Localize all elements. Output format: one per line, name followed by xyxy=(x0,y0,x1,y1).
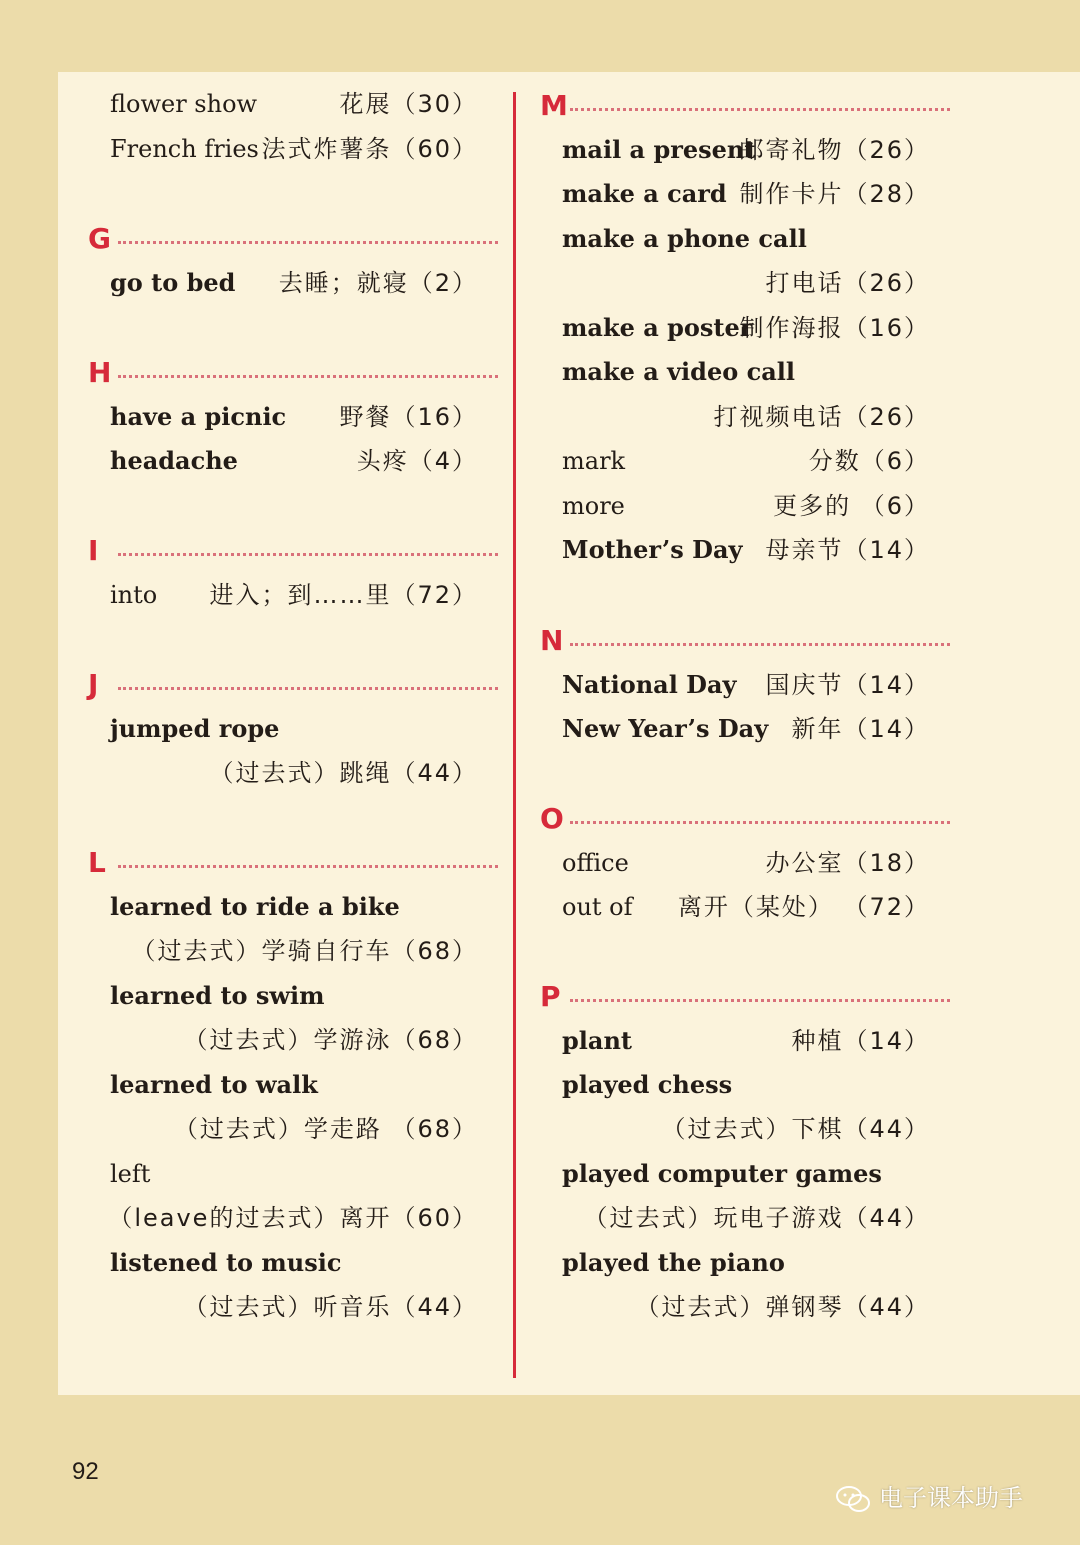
entry-meaning: 去睡；就寝（2） xyxy=(278,269,478,297)
entry-have-a-picnic xyxy=(110,395,478,439)
section-header-n xyxy=(540,621,950,661)
entry-flower-show xyxy=(110,82,478,126)
dotted-rule xyxy=(118,241,498,244)
section-header-i xyxy=(88,531,498,571)
entry-word: go to bed xyxy=(110,268,236,297)
entry-go-to-bed xyxy=(110,261,478,305)
dotted-rule xyxy=(570,108,950,111)
entry-word: mail a present xyxy=(562,135,756,164)
entry-out-of xyxy=(562,885,930,929)
entry-new-years-day xyxy=(562,707,930,751)
section-header-m xyxy=(540,86,950,126)
entry-played-computer-games-meaning xyxy=(562,1196,930,1240)
entry-mail-a-present xyxy=(562,128,930,172)
page-number: 92 xyxy=(72,1458,99,1485)
dotted-rule xyxy=(570,821,950,824)
entry-meaning: （过去式）听音乐（44） xyxy=(183,1293,478,1321)
section-header-o xyxy=(540,799,950,839)
entry-meaning: 国庆节（14） xyxy=(765,671,930,699)
entry-make-a-video-call xyxy=(562,350,930,394)
entry-jumped-rope xyxy=(110,707,478,751)
column-divider xyxy=(513,92,516,1378)
entry-meaning: （过去式）弹钢琴（44） xyxy=(635,1293,930,1321)
entry-meaning: 制作海报（16） xyxy=(739,314,930,342)
entry-word: more xyxy=(562,492,625,520)
entry-make-a-phone-call-meaning xyxy=(562,261,930,305)
entry-word: left xyxy=(110,1160,151,1188)
entry-word: make a poster xyxy=(562,313,753,342)
entry-make-a-phone-call xyxy=(562,217,930,261)
entry-word: played the piano xyxy=(562,1248,785,1277)
entry-learned-to-ride-a-bike-meaning xyxy=(110,929,478,973)
entry-meaning: 更多的 （6） xyxy=(773,492,930,520)
entry-listened-to-music xyxy=(110,1241,478,1285)
entry-meaning: 制作卡片（28） xyxy=(739,180,930,208)
entry-more xyxy=(562,484,930,528)
entry-word: Mother’s Day xyxy=(562,535,743,564)
entry-meaning: 母亲节（14） xyxy=(765,536,930,564)
entry-learned-to-ride-a-bike xyxy=(110,885,478,929)
entry-word: headache xyxy=(110,446,238,475)
entry-word: jumped rope xyxy=(110,714,280,743)
entry-meaning: （过去式）学走路 （68） xyxy=(173,1115,478,1143)
entry-listened-to-music-meaning xyxy=(110,1285,478,1329)
entry-word: flower show xyxy=(110,90,258,118)
section-letter: I xyxy=(88,534,99,567)
entry-meaning: 头疼（4） xyxy=(356,447,478,475)
entry-word: have a picnic xyxy=(110,402,287,431)
entry-word: out of xyxy=(562,893,633,921)
section-letter: N xyxy=(540,624,564,657)
entry-mothers-day xyxy=(562,528,930,572)
entry-learned-to-walk-meaning xyxy=(110,1107,478,1151)
entry-meaning: 进入；到……里（72） xyxy=(209,581,478,609)
entry-meaning: 分数（6） xyxy=(808,447,930,475)
section-header-j xyxy=(88,665,498,705)
entry-french-fries xyxy=(110,127,478,171)
entry-played-computer-games xyxy=(562,1152,930,1196)
entry-word: mark xyxy=(562,447,626,475)
entry-national-day xyxy=(562,663,930,707)
entry-word: make a card xyxy=(562,179,727,208)
entry-meaning: 打视频电话（26） xyxy=(713,403,930,431)
section-letter: H xyxy=(88,356,112,389)
entry-word: make a phone call xyxy=(562,224,807,253)
watermark xyxy=(835,1478,1023,1513)
entry-left-meaning xyxy=(110,1196,478,1240)
entry-make-a-poster xyxy=(562,306,930,350)
entry-mark xyxy=(562,439,930,483)
entry-meaning: 种植（14） xyxy=(791,1027,930,1055)
dotted-rule xyxy=(570,643,950,646)
section-letter: J xyxy=(88,668,99,701)
entry-make-a-card xyxy=(562,172,930,216)
entry-word: into xyxy=(110,581,158,609)
entry-meaning: （过去式）学游泳（68） xyxy=(183,1026,478,1054)
section-letter: L xyxy=(88,846,106,879)
entry-into xyxy=(110,573,478,617)
section-letter: G xyxy=(88,222,111,255)
entry-word: New Year’s Day xyxy=(562,714,769,743)
dotted-rule xyxy=(570,999,950,1002)
entry-plant xyxy=(562,1019,930,1063)
entry-meaning: （过去式）学骑自行车（68） xyxy=(131,937,478,965)
dotted-rule xyxy=(118,553,498,556)
entry-meaning: 办公室（18） xyxy=(765,849,930,877)
entry-make-a-video-call-meaning xyxy=(562,395,930,439)
entry-meaning: （过去式）玩电子游戏（44） xyxy=(583,1204,930,1232)
entry-played-chess-meaning xyxy=(562,1107,930,1151)
entry-office xyxy=(562,841,930,885)
section-header-p xyxy=(540,977,950,1017)
entry-learned-to-swim xyxy=(110,974,478,1018)
dotted-rule xyxy=(118,375,498,378)
dotted-rule xyxy=(118,687,498,690)
entry-meaning: 法式炸薯条（60） xyxy=(261,135,478,163)
section-header-h xyxy=(88,353,498,393)
entry-played-the-piano xyxy=(562,1241,930,1285)
entry-learned-to-walk xyxy=(110,1063,478,1107)
entry-word: learned to walk xyxy=(110,1070,318,1099)
entry-played-chess xyxy=(562,1063,930,1107)
entry-word: National Day xyxy=(562,670,737,699)
entry-left xyxy=(110,1152,478,1196)
section-header-l xyxy=(88,843,498,883)
entry-meaning: （过去式）下棋（44） xyxy=(661,1115,930,1143)
entry-jumped-rope-meaning xyxy=(110,751,478,795)
entry-word: plant xyxy=(562,1026,632,1055)
entry-meaning: （leave的过去式）离开（60） xyxy=(108,1204,478,1232)
glossary-panel xyxy=(58,72,1080,1395)
section-letter: O xyxy=(540,802,564,835)
entry-word: office xyxy=(562,849,629,877)
section-letter: M xyxy=(540,89,568,122)
entry-played-the-piano-meaning xyxy=(562,1285,930,1329)
entry-word: listened to music xyxy=(110,1248,342,1277)
entry-meaning: 邮寄礼物（26） xyxy=(739,136,930,164)
entry-word: make a video call xyxy=(562,357,795,386)
dotted-rule xyxy=(118,865,498,868)
entry-meaning: 新年（14） xyxy=(791,715,930,743)
entry-word: learned to ride a bike xyxy=(110,892,400,921)
entry-meaning: 离开（某处） （72） xyxy=(677,893,930,921)
wechat-icon xyxy=(835,1485,871,1513)
section-letter: P xyxy=(540,980,561,1013)
entry-learned-to-swim-meaning xyxy=(110,1018,478,1062)
entry-meaning: 打电话（26） xyxy=(765,269,930,297)
entry-word: French fries xyxy=(110,135,259,163)
entry-headache xyxy=(110,439,478,483)
section-header-g xyxy=(88,219,498,259)
entry-meaning: 花展（30） xyxy=(339,90,478,118)
entry-word: learned to swim xyxy=(110,981,325,1010)
watermark-text: 电子课本助手 xyxy=(879,1484,1023,1512)
entry-word: played computer games xyxy=(562,1159,882,1188)
entry-word: played chess xyxy=(562,1070,733,1099)
entry-meaning: 野餐（16） xyxy=(339,403,478,431)
entry-meaning: （过去式）跳绳（44） xyxy=(209,759,478,787)
